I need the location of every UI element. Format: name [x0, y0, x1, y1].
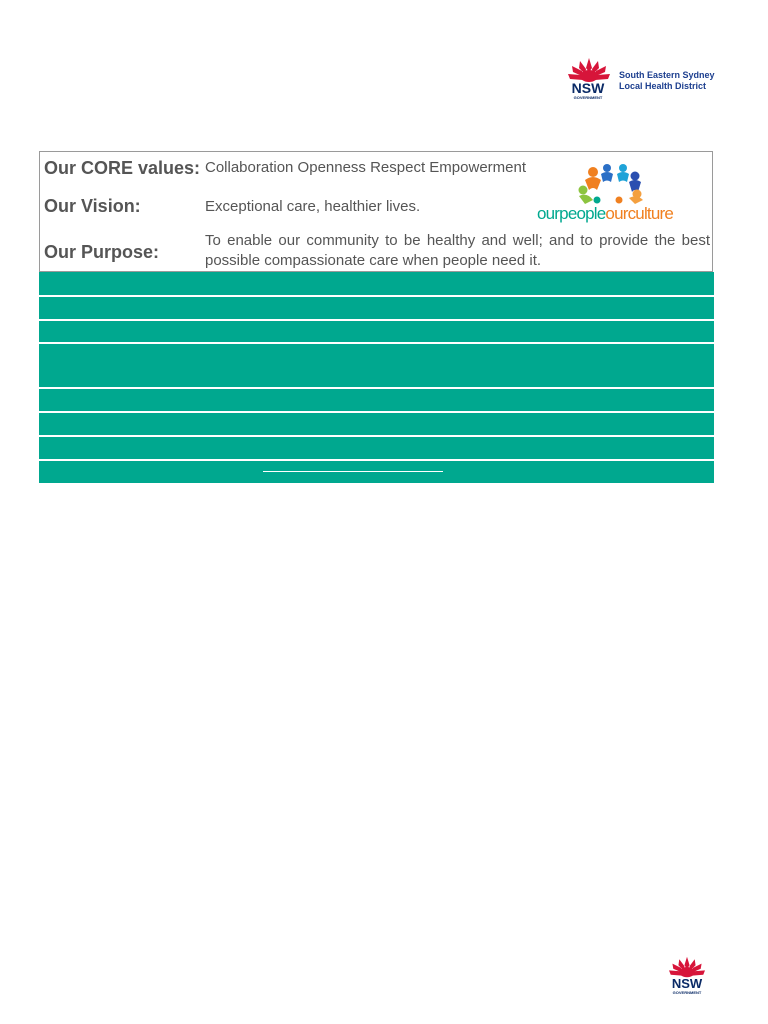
- footer-nsw-word: NSW: [671, 976, 703, 991]
- teal-row: [39, 461, 714, 483]
- core-values-label: Our CORE values:: [44, 158, 201, 178]
- vision-label: Our Vision:: [44, 196, 141, 216]
- culture-part-2: people: [559, 204, 606, 223]
- teal-row: [39, 272, 714, 297]
- vision-text: Exceptional care, healthier lives.: [205, 198, 421, 215]
- nsw-logo-government: GOVERNMENT: [573, 95, 603, 100]
- teal-row: [39, 389, 714, 413]
- teal-row: [39, 413, 714, 437]
- teal-row: [39, 297, 714, 321]
- purpose-label: Our Purpose:: [44, 242, 160, 262]
- teal-rows: [39, 272, 714, 483]
- core-values-text: Collaboration Openness Respect Empowerment: [205, 159, 526, 176]
- culture-part-3: our: [605, 204, 628, 223]
- district-line-1: South Eastern Sydney: [619, 70, 715, 80]
- district-name: [619, 70, 715, 92]
- purpose-text: To enable our community to be healthy and well; and to provide the best possible compassionate care when people need it.: [205, 232, 710, 269]
- district-line-2: Local Health District: [619, 81, 707, 91]
- people-culture-wordmark: [537, 204, 673, 224]
- teal-row: [39, 437, 714, 461]
- teal-row: [39, 344, 714, 389]
- nsw-logo-word: NSW: [571, 80, 605, 96]
- footer-nsw-government: GOVERNMENT: [672, 990, 702, 995]
- culture-part-1: our: [537, 204, 560, 223]
- row-underline: [263, 471, 443, 472]
- values-table: [39, 151, 713, 272]
- teal-row: [39, 321, 714, 344]
- culture-part-4: culture: [627, 204, 674, 223]
